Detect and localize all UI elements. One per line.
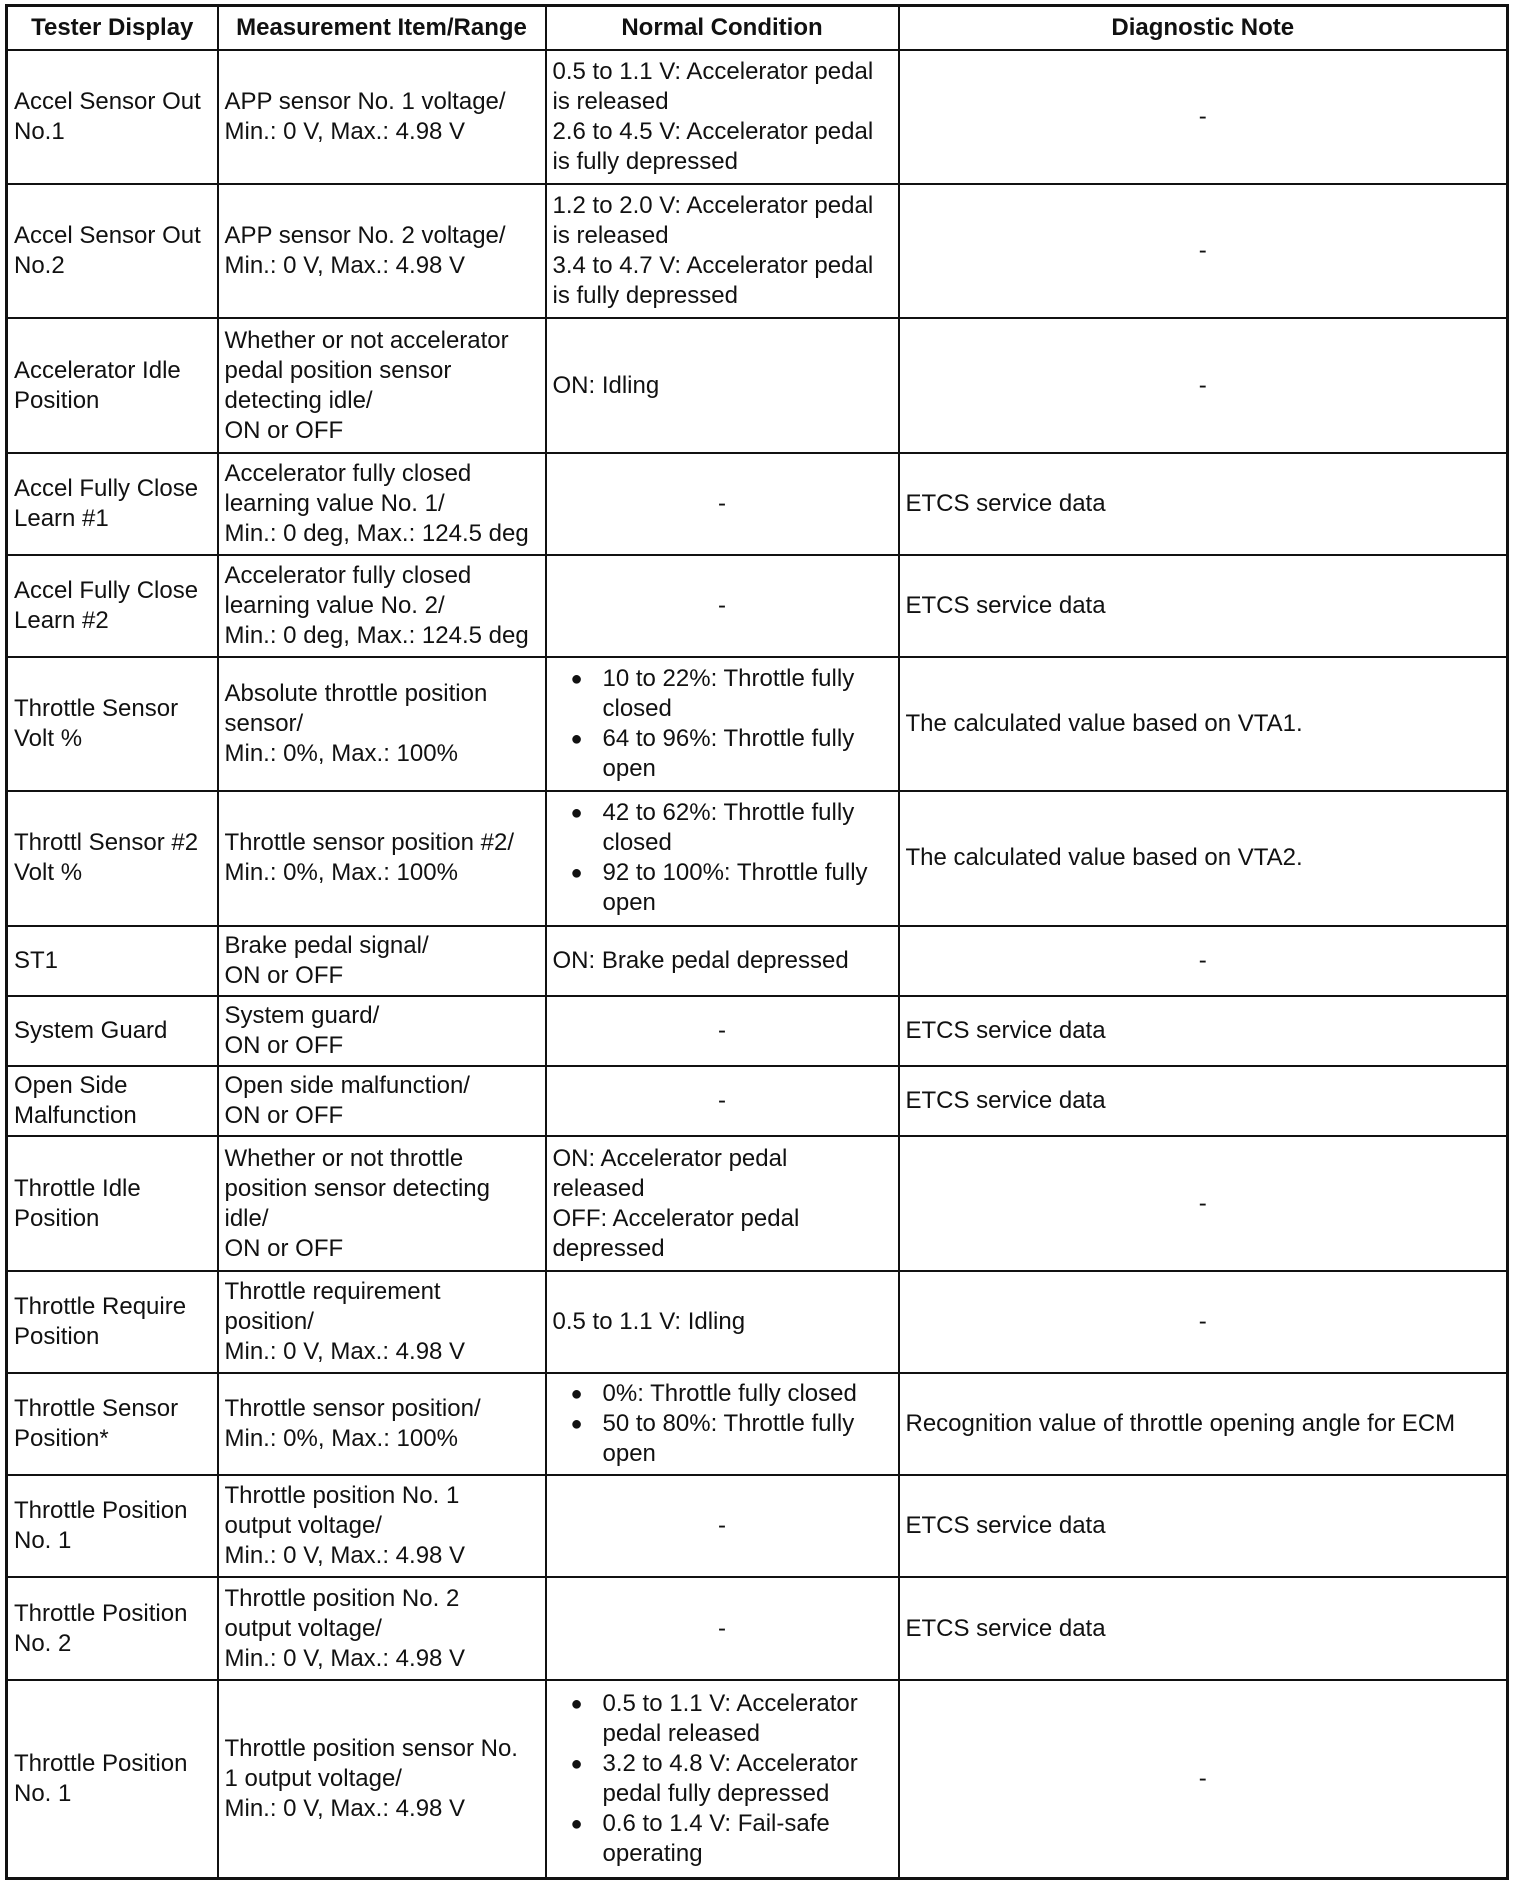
column-header-measurement: Measurement Item/Range xyxy=(218,6,546,51)
cell-measurement xyxy=(218,926,546,996)
cell-tester-display xyxy=(7,996,218,1066)
condition-bullet-item: ● 50 to 80%: Throttle fully open xyxy=(553,1409,892,1469)
cell-tester-display-text: Throttle Sensor Volt % xyxy=(14,695,179,753)
condition-bullet-item: ● 0.5 to 1.1 V: Accelerator pedal released xyxy=(553,1689,892,1749)
cell-diagnostic-note-text: - xyxy=(1198,371,1207,399)
cell-diagnostic-note-text: ETCS service data xyxy=(905,1512,1106,1540)
cell-diagnostic-note xyxy=(899,1680,1508,1879)
cell-diagnostic-note xyxy=(899,1271,1508,1373)
cell-measurement xyxy=(218,1680,546,1879)
cell-diagnostic-note-text: ETCS service data xyxy=(905,489,1106,517)
cell-measurement-text: Throttle requirement position/ Min.: 0 V, Max.: 4.98 V xyxy=(224,1277,466,1365)
cell-measurement xyxy=(218,1475,546,1577)
table-row xyxy=(7,184,1508,318)
cell-diagnostic-note xyxy=(899,996,1508,1066)
header-row xyxy=(7,6,1508,51)
cell-normal-condition xyxy=(546,318,899,452)
cell-tester-display xyxy=(7,1577,218,1679)
cell-tester-display-text: System Guard xyxy=(14,1017,168,1045)
cell-normal-condition xyxy=(546,657,899,791)
condition-bullet-list xyxy=(553,664,892,784)
cell-normal-condition-text: - xyxy=(718,1512,726,1540)
cell-diagnostic-note xyxy=(899,791,1508,925)
cell-measurement-text: Accelerator fully closed learning value No. 2/ Min.: 0 deg, Max.: 124.5 deg xyxy=(224,562,529,650)
cell-measurement-text: Throttle position sensor No. 1 output voltage/ Min.: 0 V, Max.: 4.98 V xyxy=(224,1734,518,1822)
cell-diagnostic-note-text: ETCS service data xyxy=(905,592,1106,620)
condition-bullet-item: ● 92 to 100%: Throttle fully open xyxy=(553,858,892,918)
cell-tester-display xyxy=(7,453,218,555)
condition-bullet-item: ● 42 to 62%: Throttle fully closed xyxy=(553,798,892,858)
cell-diagnostic-note-text: - xyxy=(1198,1189,1207,1217)
cell-normal-condition xyxy=(546,50,899,184)
cell-normal-condition xyxy=(546,1373,899,1475)
cell-diagnostic-note xyxy=(899,50,1508,184)
cell-diagnostic-note-text: The calculated value based on VTA2. xyxy=(905,844,1303,872)
cell-normal-condition xyxy=(546,1136,899,1270)
cell-tester-display xyxy=(7,1475,218,1577)
table-row xyxy=(7,791,1508,925)
cell-normal-condition xyxy=(546,184,899,318)
cell-tester-display xyxy=(7,1373,218,1475)
table-row xyxy=(7,1136,1508,1270)
table-row xyxy=(7,657,1508,791)
cell-tester-display xyxy=(7,555,218,657)
condition-bullet-item: ● 0%: Throttle fully closed xyxy=(553,1379,892,1409)
cell-tester-display-text: Throttle Idle Position xyxy=(14,1174,141,1232)
cell-measurement xyxy=(218,1271,546,1373)
table-row xyxy=(7,926,1508,996)
cell-normal-condition-text: - xyxy=(718,592,726,620)
cell-normal-condition-text: - xyxy=(718,1087,726,1115)
condition-bullet-item: ● 10 to 22%: Throttle fully closed xyxy=(553,664,892,724)
cell-normal-condition xyxy=(546,996,899,1066)
cell-normal-condition-text: - xyxy=(718,1017,726,1045)
cell-diagnostic-note xyxy=(899,555,1508,657)
cell-diagnostic-note-text: - xyxy=(1198,103,1207,131)
cell-normal-condition xyxy=(546,555,899,657)
cell-measurement xyxy=(218,996,546,1066)
condition-bullet-item: ● 0.6 to 1.4 V: Fail-safe operating xyxy=(553,1809,892,1869)
cell-measurement xyxy=(218,1136,546,1270)
cell-measurement-text: APP sensor No. 2 voltage/ Min.: 0 V, Max.: 4.98 V xyxy=(224,222,506,280)
condition-bullet-list xyxy=(553,1379,892,1469)
cell-tester-display-text: Open Side Malfunction xyxy=(14,1072,137,1130)
table-row xyxy=(7,318,1508,452)
cell-measurement-text: Brake pedal signal/ ON or OFF xyxy=(224,931,429,989)
cell-diagnostic-note-text: - xyxy=(1198,946,1207,974)
cell-normal-condition-text: - xyxy=(718,489,726,517)
condition-bullet-list xyxy=(553,1689,892,1869)
cell-measurement xyxy=(218,1373,546,1475)
cell-tester-display xyxy=(7,1271,218,1373)
table-row xyxy=(7,50,1508,184)
cell-diagnostic-note xyxy=(899,1475,1508,1577)
cell-tester-display-text: Accel Sensor Out No.1 xyxy=(14,88,201,146)
cell-measurement-text: APP sensor No. 1 voltage/ Min.: 0 V, Max.: 4.98 V xyxy=(224,88,506,146)
cell-diagnostic-note-text: ETCS service data xyxy=(905,1614,1106,1642)
cell-tester-display-text: Accel Fully Close Learn #2 xyxy=(14,577,199,635)
cell-measurement xyxy=(218,657,546,791)
cell-diagnostic-note xyxy=(899,926,1508,996)
cell-diagnostic-note-text: - xyxy=(1198,1764,1207,1792)
cell-normal-condition xyxy=(546,453,899,555)
cell-measurement xyxy=(218,791,546,925)
cell-measurement-text: Whether or not accelerator pedal position sensor detecting idle/ ON or OFF xyxy=(224,326,509,444)
cell-measurement-text: System guard/ ON or OFF xyxy=(224,1002,380,1060)
cell-tester-display-text: ST1 xyxy=(14,946,59,974)
table-row xyxy=(7,1271,1508,1373)
cell-tester-display-text: Throttl Sensor #2 Volt % xyxy=(14,829,199,887)
cell-diagnostic-note-text: - xyxy=(1198,1307,1207,1335)
cell-normal-condition-text: - xyxy=(718,1614,726,1642)
cell-normal-condition-text: 0.5 to 1.1 V: Idling xyxy=(552,1307,746,1335)
cell-diagnostic-note xyxy=(899,453,1508,555)
column-header-diagnostic-note: Diagnostic Note xyxy=(899,6,1508,51)
cell-diagnostic-note xyxy=(899,318,1508,452)
condition-bullet-item: ● 64 to 96%: Throttle fully open xyxy=(553,724,892,784)
cell-tester-display xyxy=(7,50,218,184)
cell-tester-display-text: Throttle Sensor Position* xyxy=(14,1395,179,1453)
cell-measurement-text: Throttle position No. 2 output voltage/ Min.: 0 V, Max.: 4.98 V xyxy=(224,1584,466,1672)
cell-diagnostic-note-text: The calculated value based on VTA1. xyxy=(905,710,1303,738)
cell-measurement xyxy=(218,50,546,184)
cell-measurement xyxy=(218,453,546,555)
table-row xyxy=(7,1066,1508,1136)
cell-measurement xyxy=(218,1577,546,1679)
cell-diagnostic-note-text: Recognition value of throttle opening angle for ECM xyxy=(905,1410,1456,1438)
cell-normal-condition-text: ON: Accelerator pedal released OFF: Accelerator pedal depressed xyxy=(552,1144,800,1262)
cell-normal-condition xyxy=(546,926,899,996)
cell-normal-condition-text: 0.5 to 1.1 V: Accelerator pedal is released 2.6 to 4.5 V: Accelerator pedal is fully depressed xyxy=(552,58,874,176)
cell-tester-display-text: Accel Fully Close Learn #1 xyxy=(14,474,199,532)
cell-tester-display-text: Throttle Position No. 2 xyxy=(14,1599,188,1657)
cell-normal-condition xyxy=(546,1066,899,1136)
cell-measurement xyxy=(218,184,546,318)
cell-diagnostic-note xyxy=(899,1066,1508,1136)
cell-normal-condition-text: ON: Brake pedal depressed xyxy=(552,946,849,974)
cell-measurement-text: Whether or not throttle position sensor detecting idle/ ON or OFF xyxy=(224,1144,490,1262)
table-row xyxy=(7,1577,1508,1679)
column-header-normal-condition: Normal Condition xyxy=(546,6,899,51)
cell-measurement-text: Absolute throttle position sensor/ Min.: 0%, Max.: 100% xyxy=(224,680,488,768)
table-row xyxy=(7,1475,1508,1577)
cell-tester-display xyxy=(7,318,218,452)
data-list-table xyxy=(5,4,1509,1880)
table-row xyxy=(7,453,1508,555)
column-header-tester-display: Tester Display xyxy=(7,6,218,51)
condition-bullet-list xyxy=(553,798,892,918)
condition-bullet-item: ● 3.2 to 4.8 V: Accelerator pedal fully depressed xyxy=(553,1749,892,1809)
cell-normal-condition-text: ON: Idling xyxy=(552,371,660,399)
cell-measurement xyxy=(218,318,546,452)
cell-tester-display-text: Throttle Position No. 1 xyxy=(14,1497,188,1555)
cell-tester-display xyxy=(7,184,218,318)
cell-tester-display xyxy=(7,1066,218,1136)
cell-measurement-text: Throttle position No. 1 output voltage/ Min.: 0 V, Max.: 4.98 V xyxy=(224,1482,466,1570)
spec-table-wrapper xyxy=(5,4,1509,1880)
cell-tester-display-text: Accel Sensor Out No.2 xyxy=(14,222,201,280)
cell-tester-display xyxy=(7,1680,218,1879)
cell-diagnostic-note xyxy=(899,1136,1508,1270)
cell-measurement-text: Accelerator fully closed learning value No. 1/ Min.: 0 deg, Max.: 124.5 deg xyxy=(224,459,529,547)
cell-normal-condition xyxy=(546,1680,899,1879)
cell-diagnostic-note-text: ETCS service data xyxy=(905,1017,1106,1045)
table-row xyxy=(7,555,1508,657)
cell-diagnostic-note-text: - xyxy=(1198,237,1207,265)
cell-diagnostic-note xyxy=(899,1373,1508,1475)
cell-tester-display-text: Throttle Position No. 1 xyxy=(14,1749,188,1807)
cell-diagnostic-note xyxy=(899,184,1508,318)
cell-measurement-text: Throttle sensor position/ Min.: 0%, Max.: 100% xyxy=(224,1395,481,1453)
cell-tester-display xyxy=(7,657,218,791)
cell-diagnostic-note xyxy=(899,1577,1508,1679)
cell-normal-condition xyxy=(546,1271,899,1373)
cell-measurement-text: Throttle sensor position #2/ Min.: 0%, Max.: 100% xyxy=(224,829,514,887)
cell-normal-condition xyxy=(546,1475,899,1577)
cell-diagnostic-note xyxy=(899,657,1508,791)
table-row xyxy=(7,1373,1508,1475)
cell-tester-display-text: Throttle Require Position xyxy=(14,1292,187,1350)
cell-tester-display xyxy=(7,926,218,996)
cell-normal-condition-text: 1.2 to 2.0 V: Accelerator pedal is released 3.4 to 4.7 V: Accelerator pedal is fully depressed xyxy=(552,192,874,310)
table-row xyxy=(7,996,1508,1066)
cell-diagnostic-note-text: ETCS service data xyxy=(905,1087,1106,1115)
table-row xyxy=(7,1680,1508,1879)
cell-measurement-text: Open side malfunction/ ON or OFF xyxy=(224,1072,470,1130)
cell-normal-condition xyxy=(546,1577,899,1679)
cell-normal-condition xyxy=(546,791,899,925)
cell-tester-display xyxy=(7,791,218,925)
cell-measurement xyxy=(218,555,546,657)
cell-tester-display xyxy=(7,1136,218,1270)
cell-tester-display-text: Accelerator Idle Position xyxy=(14,356,181,414)
cell-measurement xyxy=(218,1066,546,1136)
